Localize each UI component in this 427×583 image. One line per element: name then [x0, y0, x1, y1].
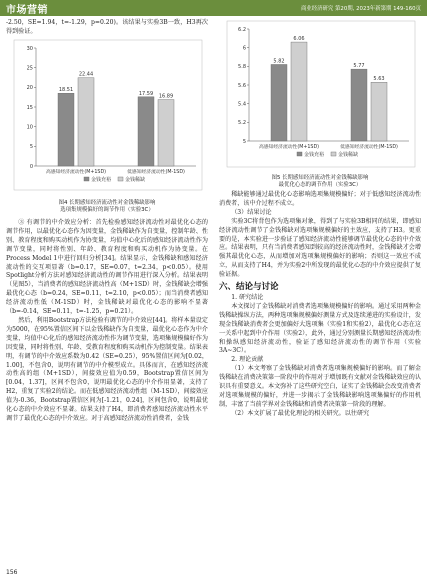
fig5-y-tick-label: 5.4	[238, 101, 246, 108]
fig4-y-tick-label: 25	[26, 65, 33, 72]
fig4-bar	[78, 78, 94, 166]
fig5-y-tick-label: 5.2	[238, 120, 246, 127]
fig5-y-tick-label: 6.2	[238, 26, 246, 33]
fig4-data-label: 22.44	[78, 71, 94, 78]
fig5-legend-swatch	[331, 152, 336, 156]
page-header	[0, 0, 427, 16]
fig4-legend-label: 金钱充裕	[91, 177, 112, 183]
fig5-category-label: 低感知经济流动性(M-1SD)	[340, 145, 398, 150]
fig5-category-label: 高感知经济流动性(M+1SD)	[258, 145, 320, 150]
fig5-data-label: 5.77	[353, 63, 365, 70]
fig4-y-tick-label: 10	[26, 124, 33, 131]
fig5-bar	[291, 42, 307, 141]
journal-issue-info: 商业经济研究 第20期, 2023年新第期 149-160页	[300, 6, 421, 12]
figure-4-caption	[6, 200, 208, 214]
fig5-y-tick-label: 5.8	[238, 64, 246, 71]
journal-section-title: 市场营销	[6, 5, 48, 16]
section-heading-conclusion: 六、结论与讨论	[219, 282, 279, 293]
moderated-mediation-paragraph: ③ 有调节的中介效应分析：首先检验感知经济流动性对最优化心态的调节作用，以最优化心态作为因变量，金钱稀缺作为自变量，控制年龄、性别、教育程度和购买动机作为协变量，均值中心化后的感知经济流动性作为调节变量，同时将性别、年龄、教育程度和购买动机作为协变量。在Process Model 1中进行回归分析[34]。结果显示，金钱稀缺和感知经济流动性的交互项显著（b=0.17，SE=0.07，t=2.34，p<0.05）。使用Spotlight分析方法对感知经济流动性的调节作用进行深入分析。结果表明（见图5），当消费者的感知经济流动性高（M+1SD）时，金钱稀缺会增强最优化心态（b=0.24，SE=0.11，t=2.10，p<0.05）；而当消费者感知经济流动性低（M-1SD）时，金钱稀缺对最优化心态的影响不显著（b=-0.14，SE=0.11，t=-1.25，p=0.21）。	[6, 219, 208, 316]
fig5-y-tick-label: 5	[242, 138, 246, 145]
theory-contribution-paragraph-1: （1）本文考察了金钱稀缺对消费者选项集规模偏好的影响。而了解金钱稀缺在消费决策第一阶段中的作用对于增加既有文献对金钱稀缺效应的认识具有重要意义。本文弥补了这些研究空白，证实了金钱稀缺会改变消费者对选项集规模的偏好，并进一步揭示了金钱稀缺影响选项集偏好的作用机制，丰富了当前学界对金钱稀缺和消费者决策第一阶段的理解。	[219, 365, 421, 408]
fig5-legend-swatch	[297, 152, 302, 156]
figure-5-chart	[219, 19, 421, 171]
fig4-category-label: 高感知经济流动性(M+1SD)	[45, 170, 107, 175]
fig5-legend-label: 金钱充裕	[304, 152, 325, 158]
figure-4-caption-line1: 图4 长期感知经济流动性对金钱稀缺影响	[58, 200, 156, 206]
fig5-data-label: 6.06	[293, 36, 305, 43]
figure-4-chart	[6, 38, 208, 196]
fig4-bar	[158, 100, 174, 166]
fig4-legend-swatch	[84, 177, 89, 181]
subheading-research-conclusion: 1. 研究结论	[231, 293, 264, 301]
figure-5-caption-line2: 最优化心态的调节作用（实验3C）	[278, 182, 362, 188]
fig5-bar	[371, 82, 387, 141]
figure-4	[6, 38, 208, 213]
fig4-category-label: 低感知经济流动性(M-1SD)	[127, 170, 185, 175]
figure-5	[219, 19, 421, 194]
fig4-y-tick-label: 20	[26, 85, 33, 92]
fig5-data-label: 5.63	[373, 76, 385, 83]
figure-5-caption-line1: 图5 长期感知经济流动性对金钱稀缺影响	[271, 175, 369, 181]
fig4-data-label: 18.51	[58, 87, 74, 94]
right-column-body	[219, 191, 421, 419]
figure-5-caption	[219, 175, 421, 189]
mediation-conclusion-paragraph: 稀缺能够通过最优化心态影响选项集规模偏好；对于低感知经济流动性消费者，该中介过程不成立。	[219, 191, 421, 207]
fig4-legend-swatch	[118, 177, 123, 181]
fig4-y-tick-label: 5	[29, 144, 33, 151]
fig4-data-label: 17.59	[138, 90, 154, 97]
fig5-legend-label: 金钱稀缺	[338, 152, 359, 158]
fig5-bar	[351, 69, 367, 141]
results-discussion-heading: （3）结果讨论	[231, 208, 272, 216]
fig5-y-tick-label: 5.6	[238, 82, 246, 89]
intro-text: -2.50，SE=1.94，t=-1.29，p=0.20)。该结果与实验3B一致，H3再次得到验证。	[6, 19, 208, 35]
fig4-legend-label: 金钱稀缺	[125, 177, 146, 183]
fig4-bar	[58, 93, 74, 166]
left-column-top	[6, 19, 208, 37]
fig5-bar	[271, 64, 287, 141]
theory-contribution-paragraph-2: （2）本文扩展了最优化理论的相关研究。以往研究	[231, 409, 370, 417]
fig4-y-tick-label: 0	[29, 163, 33, 170]
figure-4-caption-line2: 选项集规模偏好的调节作用（实验3C）	[60, 207, 154, 213]
fig4-bar	[138, 97, 154, 166]
left-column-body	[6, 219, 208, 424]
results-discussion-paragraph: 实验3C将背包作为选项集对象，得到了与实验3B相同的结果，即感知经济流动性调节了金钱稀缺对选项集规模偏好的主效应，支持了H3。更重要的是，本实验进一步验证了感知经济流动性能够调节最优化心态的中介效应。结果表明，只有当消费者感知到较高的经济流动性时，金钱稀缺才会增强其最优化心态，从而增加对选项集规模偏好的影响；否则这一效应不成立，从而支持了H4，并为实验2中所发现的最优化心态的中介效应提供了复验证据。	[219, 217, 421, 279]
research-conclusion-paragraph: 本文探讨了金钱稀缺对消费者选项集规模偏好的影响。通过采用两种金钱稀缺操纵方法，两种选项集规模偏好测量方式及连续递进的实验设计，发现金钱稀缺消费者会更加偏好大选项集（实验1和实验2），最优化心态在这一关系中起到中介作用（实验2），此外，通过分别测量长期感知经济流动性和操纵感知经济流动性，验证了感知经济流动性的调节作用（实验3A~3C）。	[219, 302, 421, 355]
fig4-data-label: 16.89	[158, 93, 174, 100]
bootstrap-paragraph: 然后，利用Bootstrap方法检验有调节的中介效应[44]。将样本量设定为5000，在95%置信区间下以金钱稀缺作为自变量，最优化心态作为中介变量，均值中心化后的感知经济流动性作为调节变量，选项集规模偏好作为因变量，同时将性别、年龄、受教育程度和购买动机作为控制变量。结果表明，有调节的中介效应系数为0.42（SE=0.25），95%置信区间为[0.02，1.00]，不包含0，说明有调节的中介模型成立。具体而言，在感知经济流动性高的组（M+1SD），间接效应值为0.59，Bootstrap置信区间为[0.04，1.37]，区间不包含0，说明最优化心态的中介作用显著，支持了H2，重复了实验2的结论。而在低感知经济流动性组（M-1SD），间接效应值为-0.36，Bootstrap置信区间为[-1.21，0.24]，区间包含0，说明最优化心态的中介效应不显著。结果支持了H4，即消费者感知经济流动性水平调节了最优化心态的中介效应。对于高感知经济流动性消费者，金钱	[6, 316, 208, 422]
page-number: 156	[6, 569, 18, 576]
fig4-y-tick-label: 30	[26, 45, 33, 52]
fig4-y-tick-label: 15	[26, 104, 33, 111]
subheading-theory-contribution: 2. 理论贡献	[231, 356, 264, 364]
fig5-data-label: 5.82	[273, 58, 285, 65]
fig5-y-tick-label: 6	[242, 45, 246, 52]
